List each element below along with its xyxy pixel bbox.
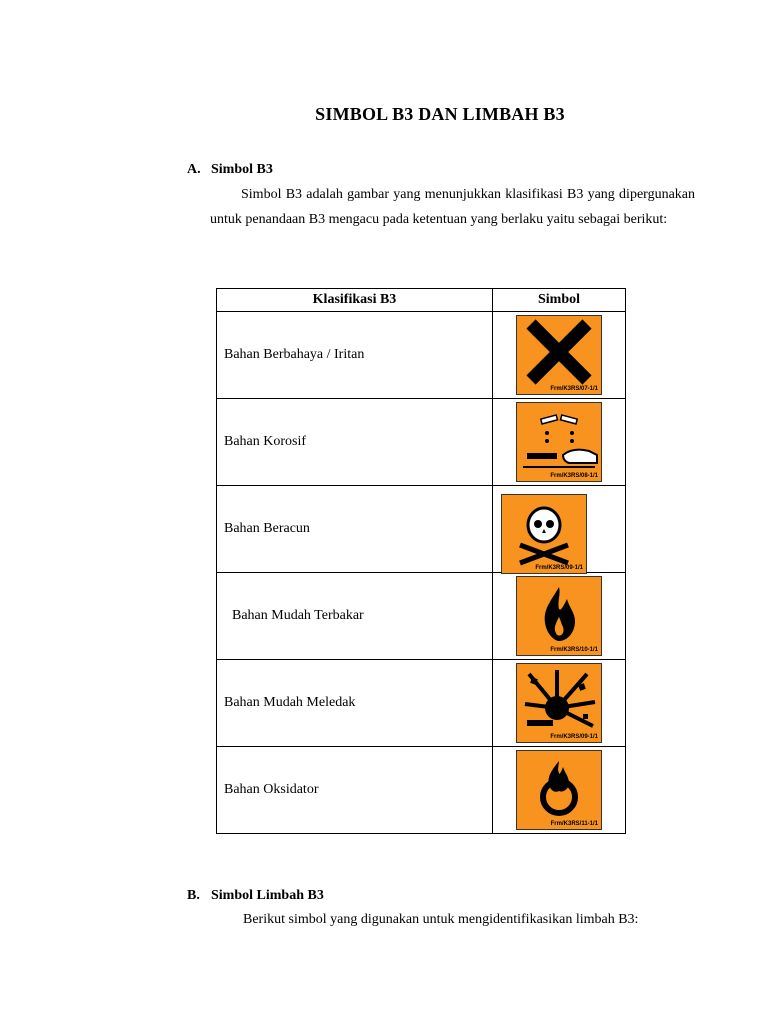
symbol-cell — [493, 747, 626, 834]
oxidizer-flame-circle-icon — [516, 750, 602, 830]
classification-label: Bahan Beracun — [217, 486, 493, 573]
table-row — [217, 399, 626, 486]
symbol-code: Frm/K3RS/07-1/1 — [550, 386, 598, 392]
section-b-paragraph: Berikut simbol yang digunakan untuk mengidentifikasikan limbah B3: — [243, 912, 639, 927]
symbol-cell — [493, 399, 626, 486]
section-a-paragraph: Simbol B3 adalah gambar yang menunjukkan klasifikasi B3 yang dipergunakan untuk penandaan B3 mengacu pada ketentuan yang berlaku yaitu sebagai berikut: — [210, 187, 695, 227]
symbol-code: Frm/K3RS/09-1/1 — [550, 734, 598, 740]
symbol-cell — [493, 660, 626, 747]
explosion-icon — [516, 663, 602, 743]
header-classification: Klasifikasi B3 — [217, 289, 493, 312]
classification-label: Bahan Mudah Meledak — [217, 660, 493, 747]
table-row — [217, 312, 626, 399]
table-row — [217, 573, 626, 660]
page-title: SIMBOL B3 DAN LIMBAH B3 — [315, 104, 565, 124]
flame-icon — [516, 576, 602, 656]
classification-label: Bahan Mudah Terbakar — [217, 573, 493, 660]
symbol-cell — [493, 573, 626, 660]
hazard-classification-table — [216, 288, 626, 834]
symbol-cell — [493, 486, 626, 573]
table-header-row — [217, 289, 626, 312]
classification-label: Bahan Oksidator — [217, 747, 493, 834]
corrosive-icon — [516, 402, 602, 482]
symbol-code: Frm/K3RS/08-1/1 — [550, 473, 598, 479]
symbol-cell — [493, 312, 626, 399]
symbol-code: Frm/K3RS/10-1/1 — [550, 647, 598, 653]
section-b-heading — [187, 888, 324, 904]
classification-label: Bahan Korosif — [217, 399, 493, 486]
section-b-title: Simbol Limbah B3 — [211, 888, 324, 903]
table-row — [217, 486, 626, 573]
section-a-title: Simbol B3 — [211, 162, 273, 177]
symbol-code: Frm/K3RS/11-1/1 — [550, 821, 598, 827]
table-row — [217, 660, 626, 747]
classification-label: Bahan Berbahaya / Iritan — [217, 312, 493, 399]
symbol-code: Frm/K3RS/09-1/1 — [535, 565, 583, 571]
table-row — [217, 747, 626, 834]
skull-crossbones-icon — [501, 494, 587, 574]
section-a-number: A. — [187, 162, 201, 177]
section-b-number: B. — [187, 888, 200, 903]
section-a-heading — [187, 162, 273, 178]
irritant-x-icon — [516, 315, 602, 395]
header-symbol: Simbol — [493, 289, 626, 312]
